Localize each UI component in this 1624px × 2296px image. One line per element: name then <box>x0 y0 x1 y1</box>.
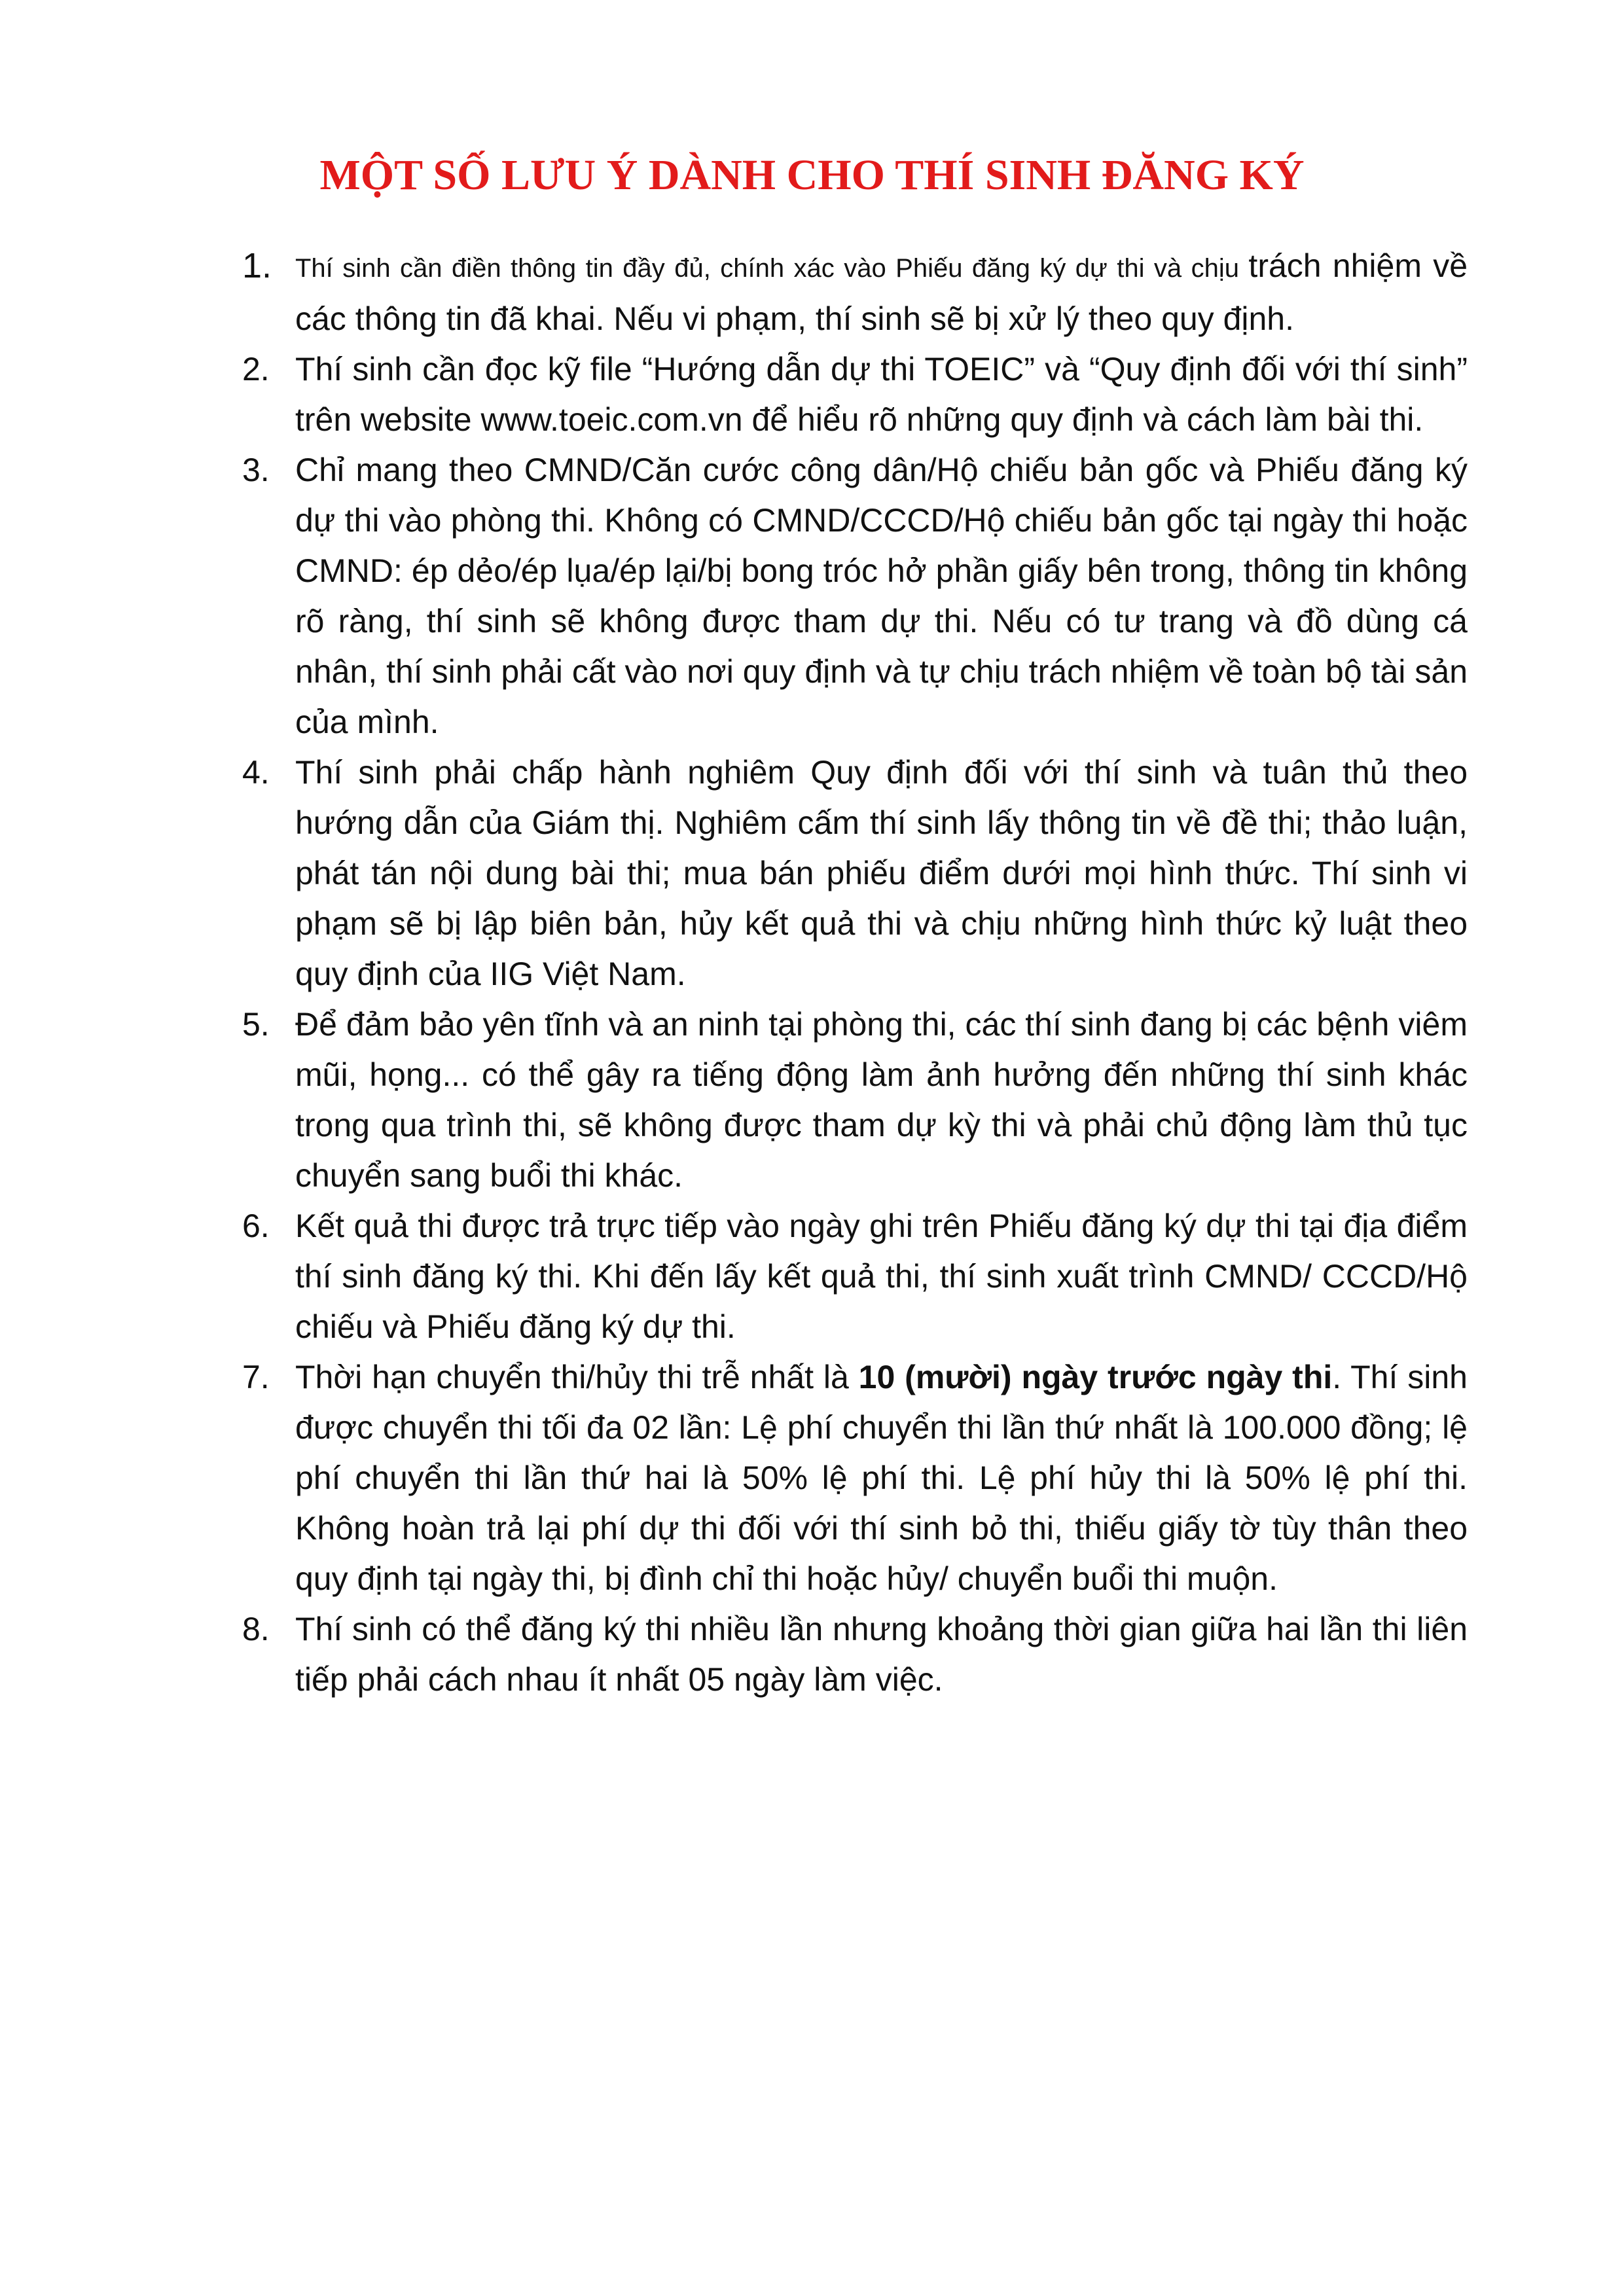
note-number: 5. <box>242 1006 270 1043</box>
note-number: 7. <box>242 1359 270 1395</box>
note-item-6 <box>242 1201 1468 1352</box>
note-number: 6. <box>242 1208 270 1244</box>
note-text: Chỉ mang theo CMND/Căn cước công dân/Hộ chiếu bản gốc và Phiếu đăng ký dự thi vào phòng thi. Không có CMND/CCCD/Hộ chiếu bản gốc tại ngày thi hoặc CMND: ép dẻo/ép lụa/ép lại/bị bong tróc hở phần giấy bên trong, thông tin không rõ ràng, thí sinh sẽ không được tham dự thi. Nếu có tư trang và đồ dùng cá nhân, thí sinh phải cất vào nơi quy định và tự chịu trách nhiệm về toàn bộ tài sản của mình. <box>295 452 1468 740</box>
note-number: 8. <box>242 1611 270 1647</box>
note-number: 3. <box>242 452 270 488</box>
note-number: 4. <box>242 754 270 791</box>
note-text-bold: 10 (mười) ngày trước ngày thi <box>858 1359 1333 1395</box>
note-text: trách nhiệm về các thông tin đã khai. Nếu vi phạm, thí sinh sẽ bị xử lý theo quy định. <box>295 247 1468 337</box>
note-text: Thí sinh phải chấp hành nghiêm Quy định đối với thí sinh và tuân thủ theo hướng dẫn của Giám thị. Nghiêm cấm thí sinh lấy thông tin về đề thi; thảo luận, phát tán nội dung bài thi; mua bán phiếu điểm dưới mọi hình thức. Thí sinh vi phạm sẽ bị lập biên bản, hủy kết quả thi và chịu những hình thức kỷ luật theo quy định của IIG Việt Nam. <box>295 754 1468 992</box>
note-item-1 <box>242 241 1468 344</box>
note-text-small: Thí sinh cần điền thông tin đầy đủ, chính xác vào Phiếu đăng ký dự thi và chịu <box>295 254 1249 283</box>
notes-list <box>242 241 1468 1705</box>
note-item-5 <box>242 999 1468 1201</box>
note-item-4 <box>242 747 1468 999</box>
note-number: 2. <box>242 351 270 387</box>
note-text: Để đảm bảo yên tĩnh và an ninh tại phòng thi, các thí sinh đang bị các bệnh viêm mũi, họng... có thể gây ra tiếng động làm ảnh hưởng đến những thí sinh khác trong qua trình thi, sẽ không được tham dự kỳ thi và phải chủ động làm thủ tục chuyển sang buổi thi khác. <box>295 1006 1468 1194</box>
note-number: 1. <box>242 246 272 285</box>
note-text: . Thí sinh được chuyển thi tối đa 02 lần: Lệ phí chuyển thi lần thứ nhất là 100.000 đồng; lệ phí chuyển thi lần thứ hai là 50% lệ phí thi. Lệ phí hủy thi là 50% lệ phí thi. Không hoàn trả lại phí dự thi đối với thí sinh bỏ thi, thiếu giấy tờ tùy thân theo quy định tại ngày thi, bị đình chỉ thi hoặc hủy/ chuyển buổi thi muộn. <box>295 1359 1468 1597</box>
note-text: Thời hạn chuyển thi/hủy thi trễ nhất là <box>295 1359 859 1395</box>
note-item-2 <box>242 344 1468 445</box>
note-text: Thí sinh có thể đăng ký thi nhiều lần nhưng khoảng thời gian giữa hai lần thi liên tiếp phải cách nhau ít nhất 05 ngày làm việc. <box>295 1611 1468 1698</box>
note-item-3 <box>242 445 1468 747</box>
note-text: Thí sinh cần đọc kỹ file “Hướng dẫn dự thi TOEIC” và “Quy định đối với thí sinh” trên website www.toeic.com.vn để hiểu rõ những quy định và cách làm bài thi. <box>295 351 1468 438</box>
note-text: Kết quả thi được trả trực tiếp vào ngày ghi trên Phiếu đăng ký dự thi tại địa điểm thí sinh đăng ký thi. Khi đến lấy kết quả thi, thí sinh xuất trình CMND/ CCCD/Hộ chiếu và Phiếu đăng ký dự thi. <box>295 1208 1468 1345</box>
note-item-7 <box>242 1352 1468 1604</box>
page-title: MỘT SỐ LƯU Ý DÀNH CHO THÍ SINH ĐĂNG KÝ <box>319 151 1305 199</box>
note-item-8 <box>242 1604 1468 1705</box>
